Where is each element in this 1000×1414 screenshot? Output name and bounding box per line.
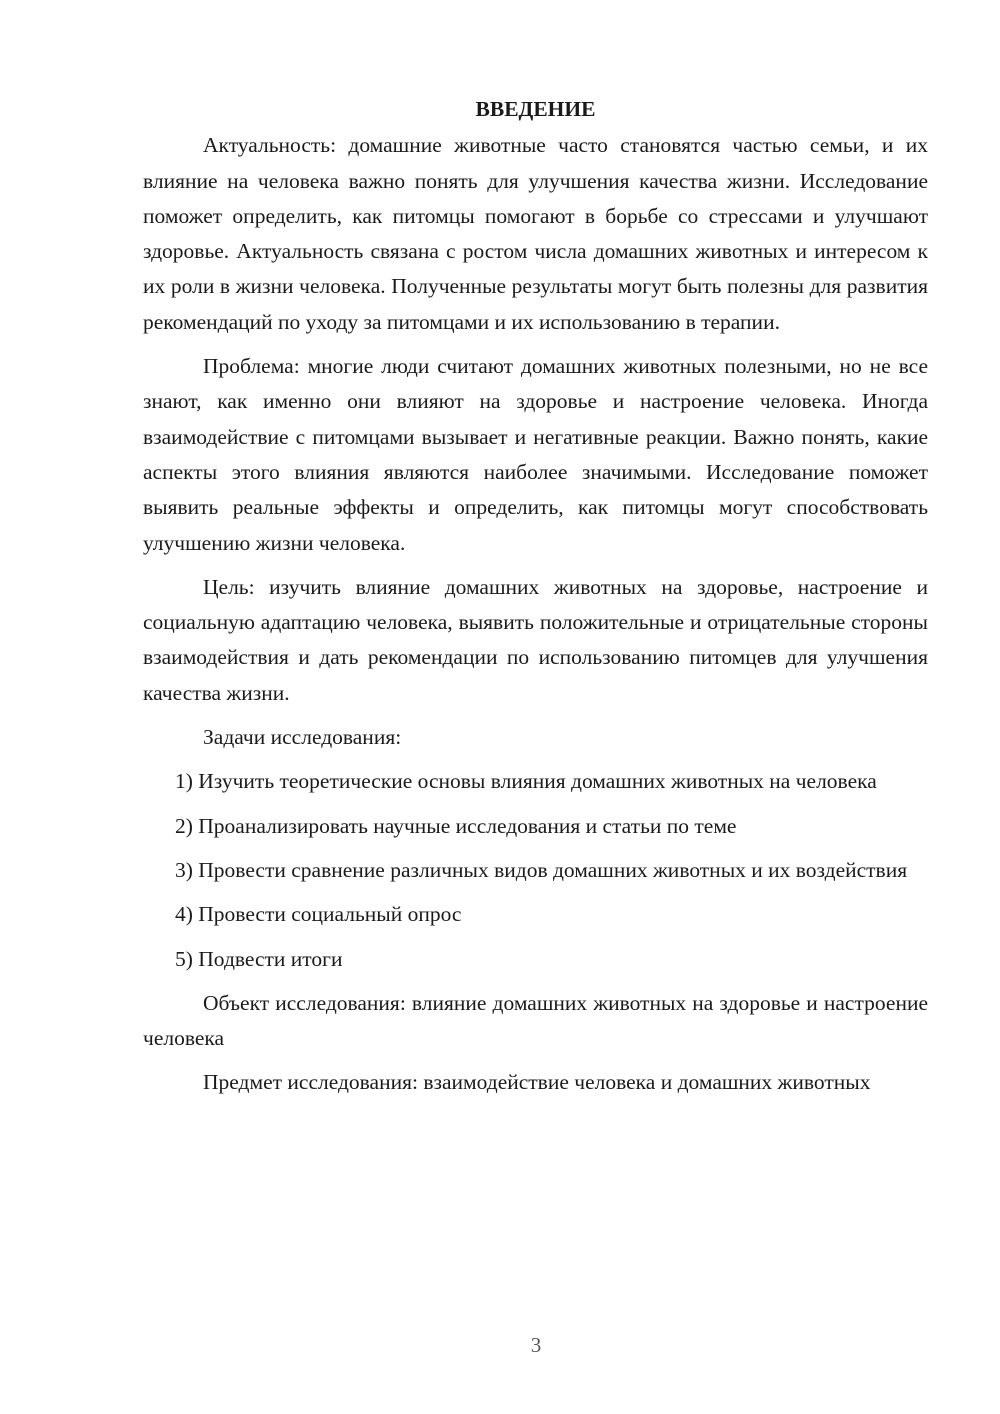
- task-item: 2) Проанализировать научные исследования и статьи по теме: [175, 813, 737, 838]
- object-paragraph: Объект исследования: влияние домашних животных на здоровье и настроение человека: [143, 990, 928, 1051]
- section-heading: ВВЕДЕНИЕ: [475, 97, 596, 121]
- task-item: 5) Подвести итоги: [175, 946, 343, 971]
- problem-paragraph: Проблема: многие люди считают домашних животных полезными, но не все знают, как именно они влияют на здоровье и настроение человека. Иногда взаимодействие с питомцами вызывает и негативные реакции. Важно понять, какие аспекты этого влияния являются наиболее значимыми. Исследование поможет выявить реальные эффекты и определить, как питомцы могут способствовать улучшению жизни человека.: [143, 354, 928, 555]
- relevance-paragraph: Актуальность: домашние животные часто становятся частью семьи, и их влияние на человека важно понять для улучшения качества жизни. Исследование поможет определить, как питомцы помогают в борьбе со стрессами и улучшают здоровье. Актуальность связана с ростом числа домашних животных и интересом к их роли в жизни человека. Полученные результаты могут быть полезны для развития рекомендаций по уходу за питомцами и их использованию в терапии.: [143, 133, 928, 334]
- page-number: 3: [530, 1333, 542, 1357]
- goal-paragraph: Цель: изучить влияние домашних животных на здоровье, настроение и социальную адаптацию человека, выявить положительные и отрицательные стороны взаимодействия и дать рекомендации по использованию питомцев для улучшения качества жизни.: [143, 574, 928, 705]
- document-page: [143, 92, 928, 1110]
- subject-paragraph: Предмет исследования: взаимодействие человека и домашних животных: [203, 1070, 871, 1095]
- task-item: 3) Провести сравнение различных видов домашних животных и их воздействия: [175, 857, 908, 882]
- task-item: 1) Изучить теоретические основы влияния домашних животных на человека: [175, 769, 877, 794]
- task-item: 4) Провести социальный опрос: [175, 902, 462, 927]
- tasks-heading: Задачи исследования:: [203, 725, 402, 750]
